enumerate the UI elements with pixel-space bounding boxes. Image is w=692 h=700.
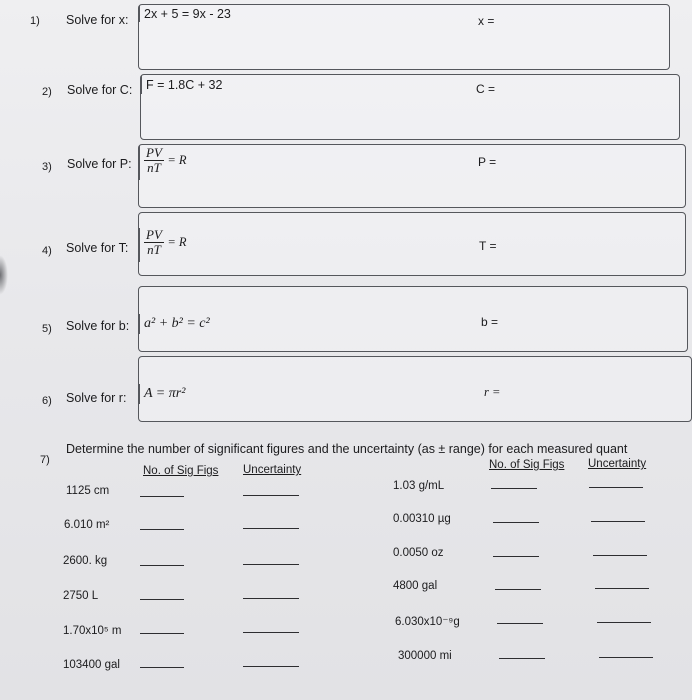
question-1-answer-label: x = <box>478 14 495 28</box>
measurement-right-6: 300000 mi <box>398 650 452 662</box>
blank-left-sigfigs-6[interactable] <box>140 667 184 668</box>
blank-left-uncertainty-1[interactable] <box>243 495 299 496</box>
measurement-left-6: 103400 gal <box>63 659 120 671</box>
blank-right-uncertainty-3[interactable] <box>593 555 647 556</box>
question-4-number: 4) <box>42 245 52 257</box>
question-3-number: 3) <box>42 161 52 173</box>
question-2-equation: F = 1.8C + 32 <box>141 76 222 94</box>
question-6-prompt: Solve for r: <box>66 391 127 405</box>
blank-right-sigfigs-5[interactable] <box>497 623 543 624</box>
measurement-right-5: 6.030x10⁻⁹g <box>395 616 460 628</box>
blank-left-sigfigs-4[interactable] <box>140 599 184 600</box>
blank-right-uncertainty-2[interactable] <box>591 521 645 522</box>
measurement-right-4: 4800 gal <box>393 580 438 592</box>
question-2-answer-label: C = <box>476 82 496 96</box>
right-header-uncertainty: Uncertainty <box>588 458 647 470</box>
question-4-denominator: nT <box>147 242 161 257</box>
blank-left-sigfigs-2[interactable] <box>140 529 184 530</box>
question-1-equation: 2x + 5 = 9x - 23 <box>139 6 231 22</box>
blank-right-uncertainty-1[interactable] <box>589 487 643 488</box>
blank-right-sigfigs-6[interactable] <box>499 658 545 659</box>
question-1-prompt: Solve for x: <box>66 13 129 27</box>
blank-left-sigfigs-1[interactable] <box>140 496 184 497</box>
measurement-right-3: 0.0050 oz <box>393 547 444 559</box>
question-6-answer-box[interactable] <box>138 356 692 422</box>
question-5-number: 5) <box>42 323 52 335</box>
blank-left-sigfigs-5[interactable] <box>140 633 184 634</box>
question-5-answer-label: b = <box>481 315 499 329</box>
left-header-sigfigs: No. of Sig Figs <box>143 465 219 477</box>
question-4-answer-label: T = <box>479 239 497 253</box>
question-3-prompt: Solve for P: <box>67 157 132 171</box>
question-3-answer-label: P = <box>478 155 497 169</box>
question-3-fraction <box>144 146 164 175</box>
measurement-left-2: 6.010 m² <box>64 519 110 531</box>
measurement-left-1: 1125 cm <box>66 485 110 497</box>
question-6-answer-label: r = <box>484 385 501 399</box>
blank-left-sigfigs-3[interactable] <box>140 565 184 566</box>
question-6-equation: A = πr² <box>139 384 185 404</box>
blank-right-sigfigs-4[interactable] <box>495 589 541 590</box>
blank-left-uncertainty-6[interactable] <box>243 666 299 667</box>
left-header-uncertainty: Uncertainty <box>243 464 302 476</box>
measurement-left-5: 1.70x10⁵ m <box>63 625 122 637</box>
question-2-prompt: Solve for C: <box>67 83 133 97</box>
question-6-number: 6) <box>42 395 52 407</box>
question-2-number: 2) <box>42 86 52 98</box>
blank-right-uncertainty-5[interactable] <box>597 622 651 623</box>
right-header-sigfigs: No. of Sig Figs <box>489 459 565 471</box>
blank-left-uncertainty-2[interactable] <box>243 528 299 529</box>
question-3-denominator: nT <box>147 160 161 175</box>
question-4-prompt: Solve for T: <box>66 241 129 255</box>
blank-left-uncertainty-4[interactable] <box>243 598 299 599</box>
question-5-equation: a² + b² = c² <box>139 314 210 334</box>
blank-right-sigfigs-2[interactable] <box>493 522 539 523</box>
question-4-answer-box[interactable] <box>138 212 686 276</box>
question-3-equation <box>139 146 187 180</box>
question-7-number: 7) <box>40 454 50 466</box>
question-4-rhs: = R <box>167 234 187 249</box>
question-5-prompt: Solve for b: <box>66 319 130 333</box>
blank-left-uncertainty-5[interactable] <box>243 632 299 633</box>
question-7-instruction: Determine the number of significant figures and the uncertainty (as ± range) for each measured quant <box>66 442 628 456</box>
question-3-numerator: PV <box>146 145 162 160</box>
measurement-right-1: 1.03 g/mL <box>393 480 445 492</box>
question-4-fraction <box>144 228 164 257</box>
question-3-answer-box[interactable] <box>138 144 686 208</box>
blank-right-sigfigs-3[interactable] <box>493 556 539 557</box>
question-4-equation <box>139 228 187 262</box>
question-3-rhs: = R <box>167 152 187 167</box>
blank-left-uncertainty-3[interactable] <box>243 564 299 565</box>
question-5-answer-box[interactable] <box>138 286 688 352</box>
measurement-left-4: 2750 L <box>63 590 99 602</box>
blank-right-uncertainty-4[interactable] <box>595 588 649 589</box>
measurement-right-2: 0.00310 µg <box>393 513 451 525</box>
question-4-numerator: PV <box>146 227 162 242</box>
page-edge-shadow <box>0 255 8 295</box>
question-1-number: 1) <box>30 15 40 27</box>
blank-right-uncertainty-6[interactable] <box>599 657 653 658</box>
measurement-left-3: 2600. kg <box>63 555 108 567</box>
blank-right-sigfigs-1[interactable] <box>491 488 537 489</box>
